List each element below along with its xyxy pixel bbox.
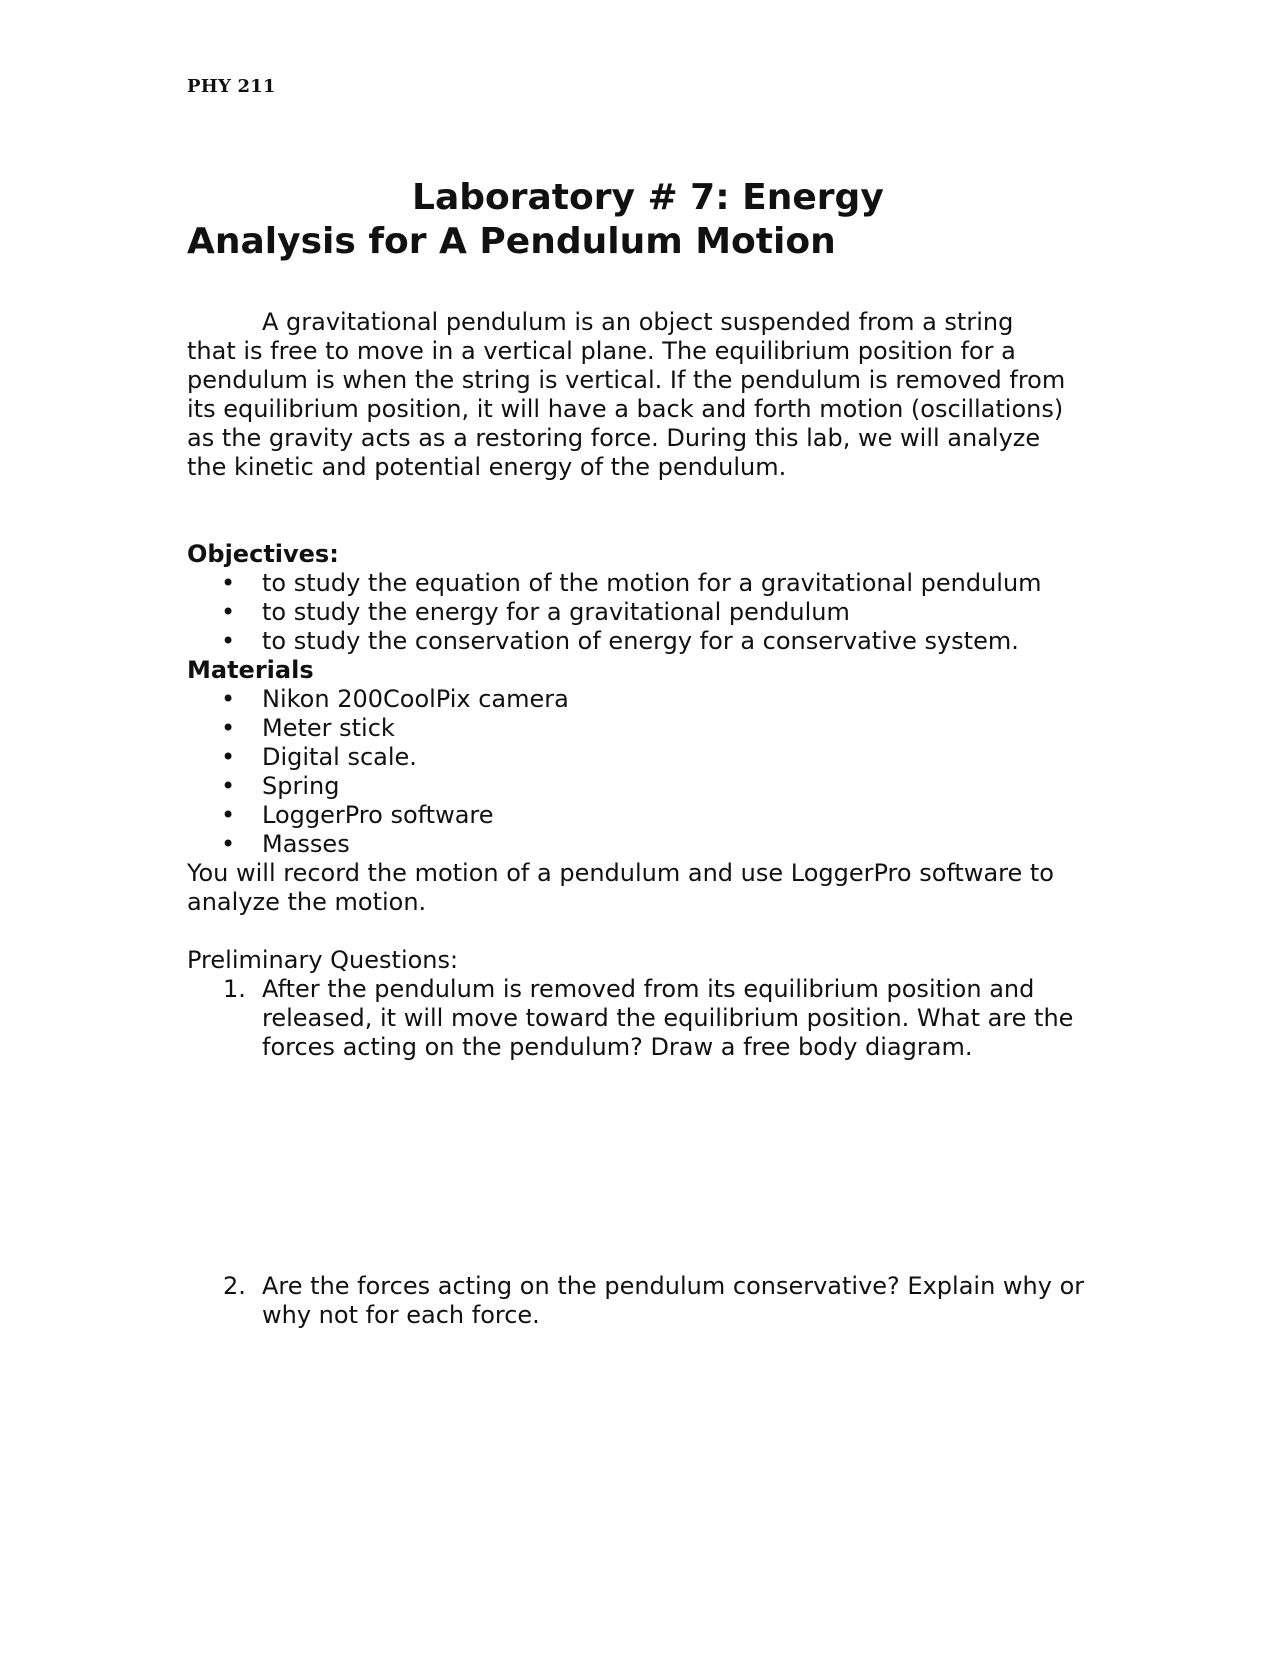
question-number: 2. bbox=[223, 1272, 246, 1300]
list-item: • Spring bbox=[187, 772, 1107, 801]
preliminary-heading: Preliminary Questions: bbox=[187, 946, 459, 974]
course-code: PHY 211 bbox=[187, 76, 276, 97]
question-item bbox=[187, 975, 1107, 1062]
title-line-1: Laboratory # 7: Energy bbox=[412, 177, 884, 218]
objectives-list bbox=[187, 569, 1107, 656]
answer-space bbox=[187, 1062, 1107, 1262]
record-note: You will record the motion of a pendulum and use LoggerPro software to analyze the motion. bbox=[187, 859, 1054, 916]
objectives-heading: Objectives: bbox=[187, 540, 339, 568]
question-text: Are the forces acting on the pendulum conservative? Explain why or why not for each force. bbox=[262, 1272, 1085, 1329]
list-item: • to study the energy for a gravitational pendulum bbox=[187, 598, 1107, 627]
question-number: 1. bbox=[223, 975, 246, 1003]
materials-list bbox=[187, 685, 1107, 859]
spacer bbox=[187, 917, 1107, 946]
intro-paragraph: A gravitational pendulum is an object suspended from a string that is free to move in a vertical plane. The equilibrium position for a pendulum is when the string is vertical. If the pendulum is removed from its equilibrium position, it will have a back and forth motion (oscillations) as the gravity acts as a restoring force. During this lab, we will analyze the kinetic and potential energy of the pendulum. bbox=[187, 308, 1066, 481]
document-title bbox=[187, 176, 1127, 264]
list-item: • to study the equation of the motion for a gravitational pendulum bbox=[187, 569, 1107, 598]
main-content bbox=[187, 540, 1107, 1330]
list-item: • Meter stick bbox=[187, 714, 1107, 743]
list-item: • to study the conservation of energy for a conservative system. bbox=[187, 627, 1107, 656]
list-item: • LoggerPro software bbox=[187, 801, 1107, 830]
question-item bbox=[187, 1272, 1107, 1330]
preliminary-questions-list bbox=[187, 975, 1107, 1330]
materials-heading: Materials bbox=[187, 656, 314, 684]
title-line-2: Analysis for A Pendulum Motion bbox=[187, 221, 836, 262]
list-item: • Digital scale. bbox=[187, 743, 1107, 772]
list-item: • Nikon 200CoolPix camera bbox=[187, 685, 1107, 714]
question-text: After the pendulum is removed from its equilibrium position and released, it will move toward the equilibrium position. What are the forces acting on the pendulum? Draw a free body diagram. bbox=[262, 975, 1074, 1061]
list-item: • Masses bbox=[187, 830, 1107, 859]
